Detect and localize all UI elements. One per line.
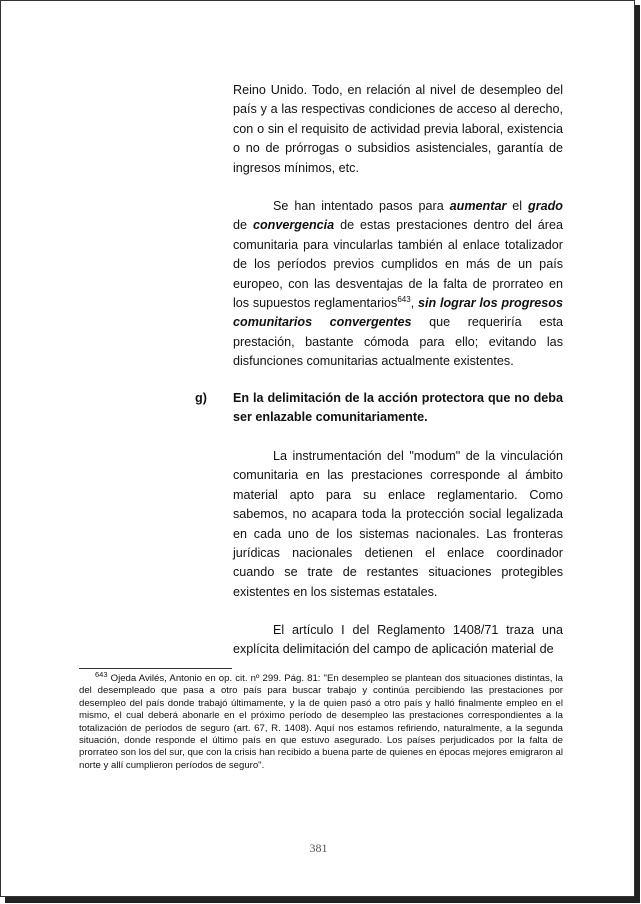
paragraph-2-emphasis-1: aumentar <box>449 199 507 213</box>
paragraph-2-text-5: , <box>410 296 418 311</box>
paragraph-2-emphasis-4: sin lograr los progresos comunitarios convergentes <box>233 296 563 330</box>
footnote-reference[interactable]: 643 <box>397 295 411 305</box>
paragraph-3: La instrumentación del "modum" de la vinculación comunitaria en las prestaciones corresponde al ámbito material apto para su enlace reglamentario. Como sabemos, no acapara toda la protección social legalizada en cada uno de los sistemas nacionales. Las fronteras jurídicas nacionales detienen el enlace coordinador cuando se trate de restantes situaciones protegibles existentes en los sistemas estatales. <box>233 449 563 599</box>
page-shadow-right <box>635 5 640 901</box>
paragraph-2-text-2: el <box>506 199 529 213</box>
paragraph-2-text-4: de estas prestaciones dentro del área comunitaria para vincularlas también al enlace totalizador de los períodos previos cumplidos en más de un país europeo, con las desventajas de la falta de prorrateo en los supuestos reglamentarios <box>233 218 563 311</box>
paragraph-2-text-1: Se han intentado pasos para <box>273 199 450 213</box>
paragraph-4: El artículo I del Reglamento 1408/71 traza una explícita delimitación del campo de aplicación material de <box>233 623 563 657</box>
paragraph-2-text-3: de <box>233 218 253 233</box>
paragraph-2-emphasis-2: grado <box>528 199 563 213</box>
section-heading-text: En la delimitación de la acción protectora que no deba ser enlazable comunitariamente. <box>233 391 563 425</box>
footnote-number: 643 <box>95 670 108 679</box>
footnote-separator <box>79 668 232 669</box>
page-number: 381 <box>309 841 328 855</box>
footnote <box>79 670 563 772</box>
paragraph-1: Reino Unido. Todo, en relación al nivel de desempleo del país y a las respectivas condiciones de acceso al derecho, con o sin el requisito de actividad previa laboral, existencia o no de prórrogas o subsidios asistenciales, garantía de ingresos mínimos, etc. <box>233 83 563 175</box>
paragraph-2 <box>233 197 563 372</box>
paragraph-2-text-6: que requeriría esta prestación, bastante cómoda para ello; evitando las disfunciones comunitarias actualmente existentes. <box>233 315 563 369</box>
paragraph-2-emphasis-3: convergencia <box>252 218 335 233</box>
section-heading-letter: g) <box>195 391 207 405</box>
footnote-text: Ojeda Avilés, Antonio en op. cit. nº 299. Pág. 81: "En desempleo se plantean dos situaciones distintas, la del desempleado que pasa a otro país para buscar trabajo y continúa percibiendo las prestaciones por desempleo del país donde trabajó últimamente, y la de quien pasó a otro país y halló finalmente empleo en el mismo, el cual deberá abonarle en el próximo período de desempleo las prestaciones correspondientes a la totalización de períodos de seguro (art. 67, R. 1408). Aquí nos estamos refiriendo, naturalmente, a la segunda situación, donde responde el último país en que estuvo asegurado. Los países perjudicados por la falta de prorrateo son los del sur, que con la crisis han recibido a buena parte de quienes en épocas mejores emigraron al norte y allí cumplieron períodos de seguro". <box>79 673 563 771</box>
page-shadow-bottom <box>5 897 640 903</box>
